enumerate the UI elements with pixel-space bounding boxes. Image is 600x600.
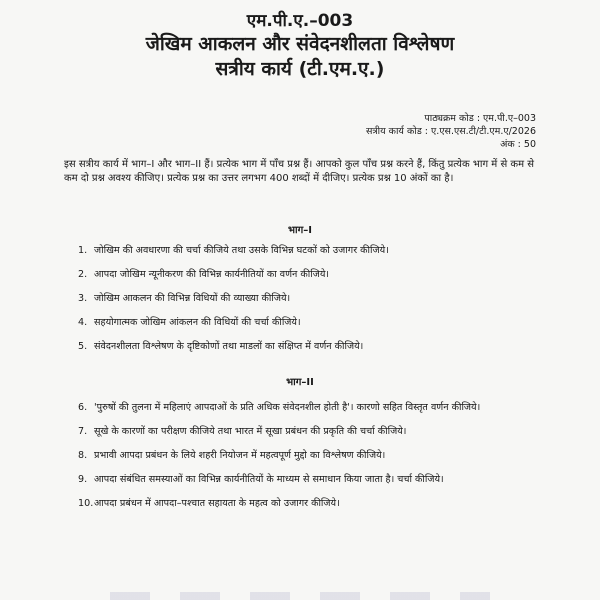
part-2-question-list xyxy=(78,398,518,518)
question-item xyxy=(78,292,518,316)
question-number: 4. xyxy=(78,317,88,328)
question-number: 7. xyxy=(78,426,88,437)
question-item xyxy=(78,446,518,466)
question-number: 10. xyxy=(78,498,94,509)
question-text: आपदा संबंधित समस्याओं का विभिन्न कार्यनीतियों के माध्यम से समाधान किया जाता है। चर्चा कीजिये। xyxy=(94,474,444,485)
question-text: जोखिम की अवधारणा की चर्चा कीजिये तथा उसके विभिन्न घटकों को उजागर कीजिये। xyxy=(94,245,389,256)
question-number: 8. xyxy=(78,450,88,461)
question-item xyxy=(78,494,518,514)
course-code-line: पाठ्यक्रम कोड : एम.पी.ए–003 xyxy=(424,113,536,124)
question-text: आपदा प्रबंधन में आपदा–पश्चात सहायता के महत्व को उजागर कीजिये। xyxy=(94,498,340,509)
course-name-title: जेखिम आकलन और संवेदनशीलता विश्लेषण xyxy=(145,33,455,55)
question-item xyxy=(78,316,518,340)
question-number: 6. xyxy=(78,402,88,413)
question-text: सूखे के कारणों का परीक्षण कीजिये तथा भारत में सूखा प्रबंधन की प्रकृति की चर्चा कीजिये। xyxy=(94,426,407,437)
assignment-title: सत्रीय कार्य (टी.एम.ए.) xyxy=(215,58,385,80)
question-item xyxy=(78,398,518,418)
marks-line: अंक : 50 xyxy=(500,139,536,150)
question-item xyxy=(78,470,518,490)
question-text: संवेदनशीलता विश्लेषण के दृष्टिकोणों तथा माडलों का संक्षिप्त में वर्णन कीजिये। xyxy=(94,341,364,352)
question-number: 3. xyxy=(78,293,88,304)
assignment-code-line: सत्रीय कार्य कोड : ए.एस.एस.टी/टी.एम.ए/2026 xyxy=(366,126,536,137)
part-1-question-list xyxy=(78,244,518,364)
title-block xyxy=(0,10,600,82)
meta-block xyxy=(366,112,536,151)
question-text: प्रभावी आपदा प्रबंधन के लिये शहरी नियोजन में महत्वपूर्ण मुद्दो का विश्लेषण कीजिये। xyxy=(94,450,386,461)
question-item xyxy=(78,340,518,364)
question-text: सहयोगात्मक जोखिम आंकलन की विधियों की चर्चा कीजिये। xyxy=(94,317,301,328)
question-number: 9. xyxy=(78,474,88,485)
question-item xyxy=(78,422,518,442)
instructions-paragraph: इस सत्रीय कार्य में भाग–I और भाग–II हैं। प्रत्येक भाग में पाँच प्रश्न हैं। आपको कुल पाँच प्रश्न करने हैं, किंतु प्रत्येक भाग में से कम से कम दो प्रश्न अवश्य कीजिए। प्रत्येक प्रश्न का उत्तर लगभग 400 शब्दों में दीजिए। प्रत्येक प्रश्न 10 अंकों का है। xyxy=(64,159,534,184)
part-2-heading: भाग–II xyxy=(286,377,314,388)
part-1-heading: भाग–I xyxy=(288,225,312,236)
watermark-strip xyxy=(110,592,490,600)
question-number: 5. xyxy=(78,341,88,352)
question-number: 1. xyxy=(78,245,88,256)
course-code-title: एम.पी.ए.–003 xyxy=(246,11,354,31)
question-text: आपदा जोखिम न्यूनीकरण की विभिन्न कार्यनीतियों का वर्णन कीजिये। xyxy=(94,269,330,280)
question-item xyxy=(78,268,518,292)
question-text: 'पुरुषों की तुलना में महिलाएं आपदाओं के प्रति अधिक संवेदनशील होती है'। कारणो सहित विस्तृत वर्णन कीजिये। xyxy=(94,402,481,413)
question-item xyxy=(78,244,518,268)
question-text: जोखिम आकलन की विभिन्न विधियों की व्याख्या कीजिये। xyxy=(94,293,291,304)
question-number: 2. xyxy=(78,269,88,280)
